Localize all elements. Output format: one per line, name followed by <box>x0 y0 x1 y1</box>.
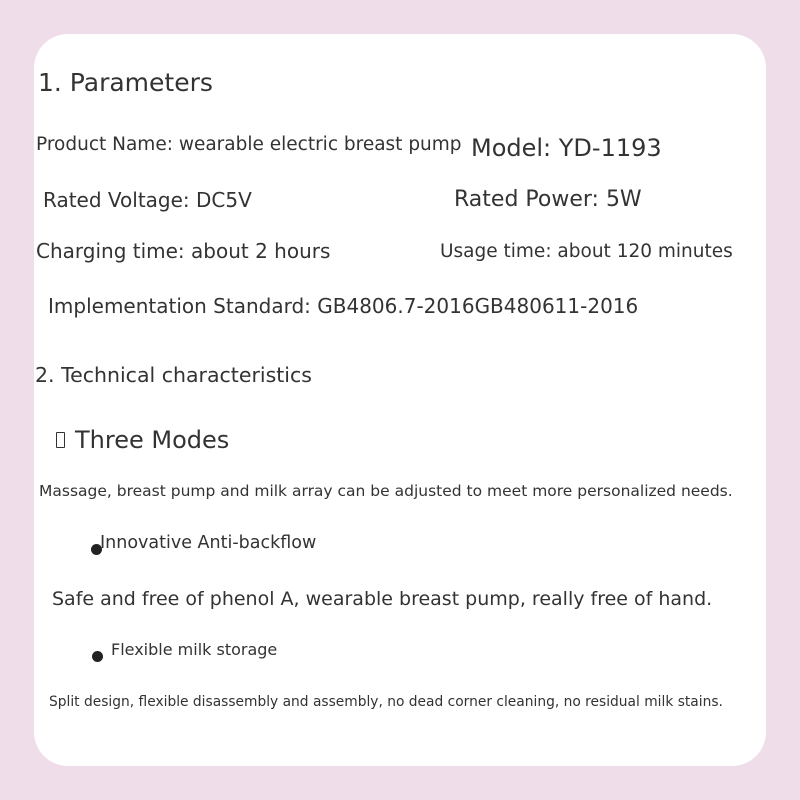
missing-glyph-icon <box>56 432 65 448</box>
feature-title-milk-storage: Flexible milk storage <box>111 640 278 659</box>
rated-voltage: Rated Voltage: DC5V <box>43 188 252 212</box>
product-name: Product Name: wearable electric breast pump <box>36 134 462 155</box>
technical-heading: 2. Technical characteristics <box>35 363 312 387</box>
rated-power: Rated Power: 5W <box>454 187 642 212</box>
feature-title-anti-backflow: Innovative Anti-backflow <box>100 533 317 553</box>
implementation-standard: Implementation Standard: GB4806.7-2016GB480611-2016 <box>48 294 639 318</box>
usage-time: Usage time: about 120 minutes <box>440 241 733 262</box>
feature-title-three-modes: Three Modes <box>75 426 230 454</box>
parameters-heading: 1. Parameters <box>38 68 213 97</box>
bullet-icon <box>92 651 103 662</box>
feature-description-milk-storage: Split design, flexible disassembly and assembly, no dead corner cleaning, no residual milk stains. <box>49 694 723 710</box>
model: Model: YD-1193 <box>471 134 662 162</box>
charging-time: Charging time: about 2 hours <box>36 239 331 263</box>
feature-description-anti-backflow: Safe and free of phenol A, wearable breast pump, really free of hand. <box>52 588 713 610</box>
feature-description-three-modes: Massage, breast pump and milk array can be adjusted to meet more personalized needs. <box>39 482 733 500</box>
